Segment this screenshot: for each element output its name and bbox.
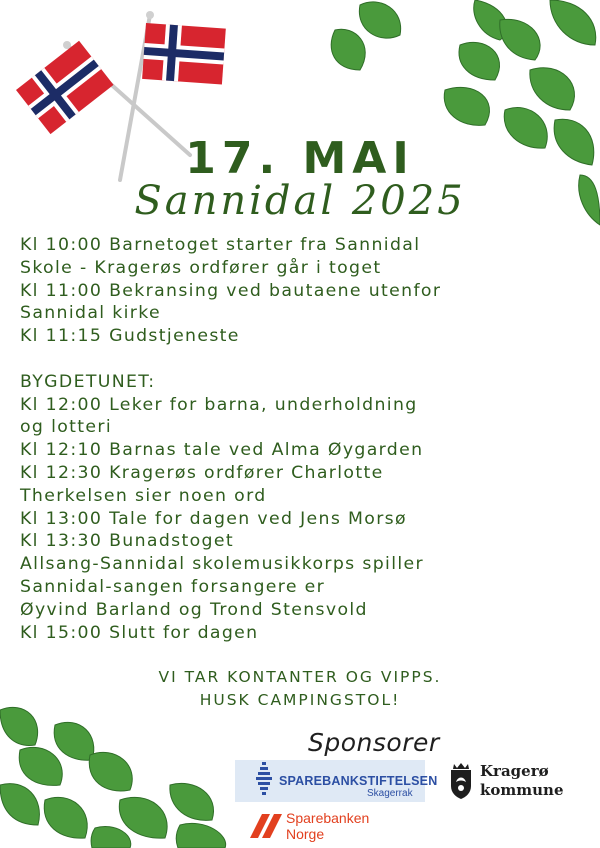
program-line: Skole - Kragerøs ordfører går i toget bbox=[20, 257, 382, 278]
sparebanken-name: Sparebanken bbox=[286, 810, 370, 826]
sparebanken-icon bbox=[248, 812, 284, 840]
leaves-bottom-left bbox=[0, 690, 240, 848]
program-line: Kl 11:00 Bekransing ved bautaene utenfor bbox=[20, 280, 442, 301]
kommune-name: kommune bbox=[480, 781, 564, 799]
page-subtitle: Sannidal 2025 bbox=[134, 178, 466, 224]
program-line: Kl 11:15 Gudstjeneste bbox=[20, 326, 240, 347]
campingchair-notice: HUSK CAMPINGSTOL! bbox=[199, 691, 401, 709]
program-line: Kl 13:00 Tale for dagen ved Jens Morsø bbox=[20, 508, 407, 529]
kragero-name: Kragerø bbox=[480, 762, 549, 780]
sponsors-heading: Sponsorer bbox=[308, 728, 440, 757]
program-line: Kl 12:10 Barnas tale ved Alma Øygarden bbox=[20, 440, 424, 461]
program-line: Øyvind Barland og Trond Stensvold bbox=[20, 599, 368, 620]
section-heading: BYGDETUNET: bbox=[20, 371, 156, 392]
coat-of-arms-icon bbox=[448, 762, 474, 800]
program-list bbox=[20, 234, 590, 644]
sparebankstiftelsen-logo bbox=[235, 760, 438, 802]
program-line: Therkelsen sier noen ord bbox=[20, 485, 267, 506]
program-line: Sannidal kirke bbox=[20, 303, 161, 324]
program-spacer bbox=[20, 348, 590, 371]
program-line: Kl 10:00 Barnetoget starter fra Sannidal bbox=[20, 235, 421, 255]
program-line: Kl 15:00 Slutt for dagen bbox=[20, 622, 259, 643]
payment-notice: VI TAR KONTANTER OG VIPPS. bbox=[158, 668, 442, 686]
sparebankstiftelsen-sub: Skagerrak bbox=[367, 788, 413, 799]
sparebankstiftelsen-name: SPAREBANKSTIFTELSEN bbox=[279, 774, 438, 788]
program-line: Kl 12:00 Leker for barna, underholdning bbox=[20, 394, 418, 415]
program-line: Sannidal-sangen forsangere er bbox=[20, 576, 326, 597]
norge-name: Norge bbox=[286, 826, 325, 842]
program-line: Allsang-Sannidal skolemusikkorps spiller bbox=[20, 554, 424, 575]
stripes-icon bbox=[253, 760, 275, 802]
program-line: og lotteri bbox=[20, 417, 112, 438]
program-line: Kl 13:30 Bunadstoget bbox=[20, 531, 234, 552]
program-line: Kl 12:30 Kragerøs ordfører Charlotte bbox=[20, 462, 384, 483]
kragero-kommune-logo bbox=[448, 760, 578, 804]
sparebanken-norge-logo bbox=[248, 808, 398, 844]
page-title: 17. MAI bbox=[185, 133, 415, 184]
